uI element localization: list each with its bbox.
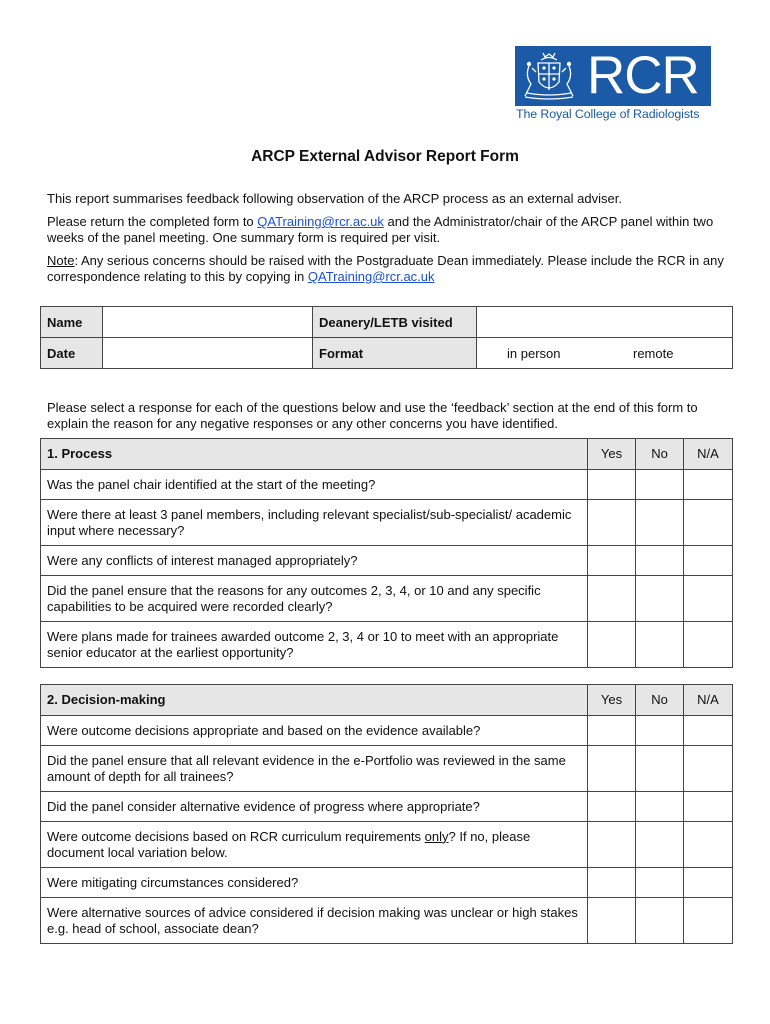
yes-checkbox[interactable] [588,792,636,822]
no-checkbox[interactable] [636,898,684,944]
question-emphasis: only [424,828,449,844]
na-checkbox[interactable] [684,470,733,500]
na-checkbox[interactable] [684,546,733,576]
note-paragraph [47,253,737,285]
logo-wordmark: RCR [587,46,699,105]
note-label: Note [47,253,75,268]
question-row [41,622,733,668]
question-text: Did the panel ensure that the reasons for any outcomes 2, 3, 4, or 10 and any specific capabilities to be acquired were recorded clearly? [41,576,588,622]
date-label: Date [41,338,103,369]
intro-paragraph-2 [47,214,737,246]
logo-box [515,46,711,106]
column-na: N/A [684,685,733,716]
yes-checkbox[interactable] [588,868,636,898]
question-text: Were mitigating circumstances considered? [41,868,588,898]
question-row [41,500,733,546]
note-email-link[interactable]: QATraining@rcr.ac.uk [307,269,435,284]
na-checkbox[interactable] [684,898,733,944]
question-text: Were plans made for trainees awarded outcome 2, 3, 4 or 10 to meet with an appropriate senior educator at the earliest opportunity? [41,622,588,668]
details-table [40,306,733,369]
yes-checkbox[interactable] [588,470,636,500]
email-link[interactable]: QATraining@rcr.ac.uk [257,214,384,229]
no-checkbox[interactable] [636,792,684,822]
question-row [41,546,733,576]
yes-checkbox[interactable] [588,716,636,746]
format-option-remote[interactable]: remote [633,345,674,361]
instructions: Please select a response for each of the questions below and use the ‘feedback’ section at the end of this form to explain the reason for any negative responses or any other concerns you have identified. [47,400,698,431]
no-checkbox[interactable] [636,576,684,622]
na-checkbox[interactable] [684,500,733,546]
no-checkbox[interactable] [636,716,684,746]
yes-checkbox[interactable] [588,576,636,622]
na-checkbox[interactable] [684,792,733,822]
column-yes: Yes [588,685,636,716]
column-yes: Yes [588,439,636,470]
intro-paragraph-1: This report summarises feedback following observation of the ARCP process as an external adviser. [47,191,622,206]
na-checkbox[interactable] [684,622,733,668]
question-text: Were there at least 3 panel members, including relevant specialist/sub-specialist/ academic input where necessary? [41,500,588,546]
no-checkbox[interactable] [636,822,684,868]
logo-subtitle: The Royal College of Radiologists [516,107,700,121]
rcr-logo [515,46,711,126]
format-option-in-person[interactable]: in person [507,345,561,361]
yes-checkbox[interactable] [588,500,636,546]
question-row [41,746,733,792]
question-text: Were any conflicts of interest managed appropriately? [41,546,588,576]
question-text: Were outcome decisions appropriate and based on the evidence available? [41,716,588,746]
question-text [41,822,588,868]
yes-checkbox[interactable] [588,898,636,944]
no-checkbox[interactable] [636,470,684,500]
yes-checkbox[interactable] [588,546,636,576]
intro-p2-after: and the Administrator/chair of the ARCP panel within two weeks of the panel meeting. One summary form is required per visit. [47,214,714,245]
crest-icon [519,50,579,102]
no-checkbox[interactable] [636,746,684,792]
question-row [41,576,733,622]
name-label: Name [41,307,103,338]
date-field[interactable] [103,338,313,369]
process-section [40,438,733,668]
no-checkbox[interactable] [636,622,684,668]
format-field [477,338,733,369]
section-title: 2. Decision-making [41,685,588,716]
deanery-field[interactable] [477,307,733,338]
question-text-end: ? If no, please document local variation below. [47,828,531,860]
name-field[interactable] [103,307,313,338]
question-row [41,792,733,822]
column-na: N/A [684,439,733,470]
column-no: No [636,439,684,470]
question-row [41,716,733,746]
intro-p2-before: Please return the completed form to [47,214,258,229]
question-row [41,822,733,868]
question-row [41,898,733,944]
no-checkbox[interactable] [636,868,684,898]
note-text: : Any serious concerns should be raised with the Postgraduate Dean immediately. Please include the RCR in any correspondence relating to this by copying in [47,253,724,284]
question-text-start: Were outcome decisions based on RCR curriculum requirements [47,828,425,844]
yes-checkbox[interactable] [588,822,636,868]
format-label: Format [313,338,477,369]
question-row [41,868,733,898]
yes-checkbox[interactable] [588,622,636,668]
question-row [41,470,733,500]
na-checkbox[interactable] [684,822,733,868]
deanery-label: Deanery/LETB visited [313,307,477,338]
yes-checkbox[interactable] [588,746,636,792]
na-checkbox[interactable] [684,868,733,898]
no-checkbox[interactable] [636,500,684,546]
na-checkbox[interactable] [684,746,733,792]
column-no: No [636,685,684,716]
question-text: Were alternative sources of advice considered if decision making was unclear or high stakes e.g. head of school, associate dean? [41,898,588,944]
na-checkbox[interactable] [684,576,733,622]
question-text: Did the panel ensure that all relevant evidence in the e-Portfolio was reviewed in the same amount of depth for all trainees? [41,746,588,792]
no-checkbox[interactable] [636,546,684,576]
decision-making-section [40,684,733,944]
question-text: Did the panel consider alternative evidence of progress where appropriate? [41,792,588,822]
na-checkbox[interactable] [684,716,733,746]
page-title: ARCP External Advisor Report Form [251,148,519,165]
section-title: 1. Process [41,439,588,470]
question-text: Was the panel chair identified at the start of the meeting? [41,470,588,500]
